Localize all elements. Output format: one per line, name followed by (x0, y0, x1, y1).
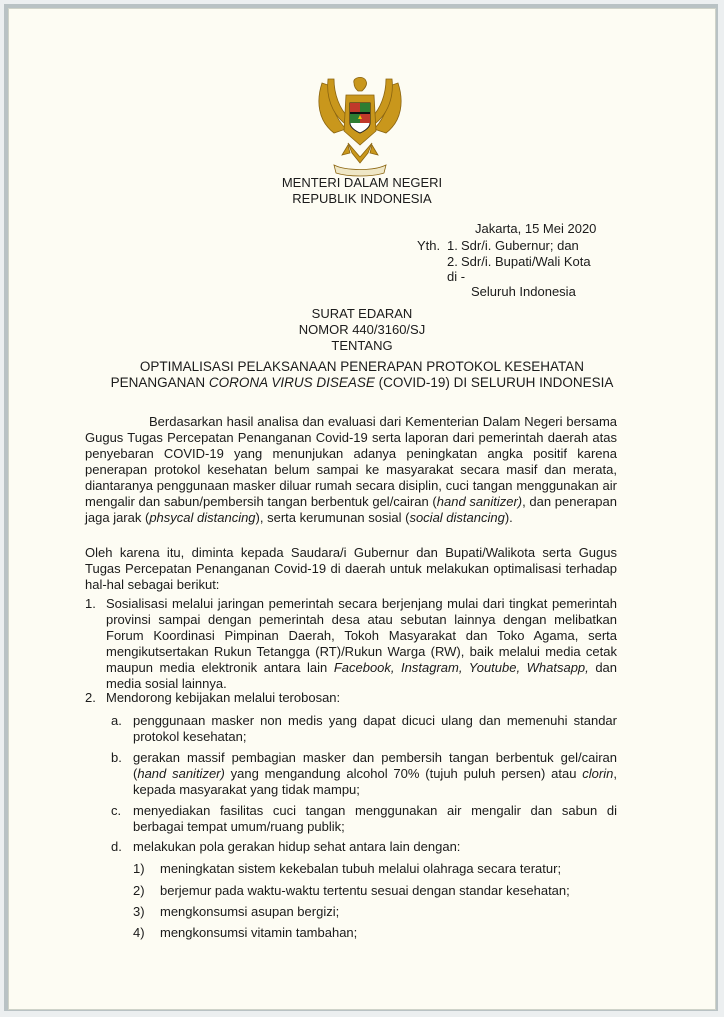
item-d1-label: 1) (133, 861, 145, 876)
item-d2-text: berjemur pada waktu-waktu tertentu sesuai dengan standar kesehatan; (160, 883, 570, 898)
item-d-label: d. (111, 839, 122, 854)
recipient-2-number: 2. (447, 254, 458, 269)
recipient-di: di - (447, 269, 466, 284)
recipient-1: Sdr/i. Gubernur; dan (461, 238, 579, 253)
item-d-text: melakukan pola gerakan hidup sehat antara lain dengan: (133, 839, 461, 854)
item-d2-label: 2) (133, 883, 145, 898)
recipient-place: Seluruh Indonesia (471, 284, 576, 299)
title-nomor: NOMOR 440/3160/SJ (298, 322, 426, 337)
header-line-1: MENTERI DALAM NEGERI (281, 175, 443, 190)
title-subject-line-1: OPTIMALISASI PELAKSANAAN PENERAPAN PROTOKOL KESEHATAN (139, 359, 585, 374)
item-1-text: Sosialisasi melalui jaringan pemerintah secara berjenjang mulai dari tingkat pemerintah provinsi sampai dengan pemerintah desa atau sebutan lainnya dengan melibatkan Forum Koordinasi Pimpinan Daerah, Tokoh Masyarakat dan Toko Agama, serta mengikutsertakan Rukun Tetangga (RT)/Rukun Warga (RW), baik melalui media cetak maupun media elektronik antara lain Facebook, Instagram, Youtube, Whatsapp, dan media sosial lainnya. (106, 596, 618, 691)
item-d1-text: meningkatan sistem kekebalan tubuh melalui olahraga secara teratur; (160, 861, 562, 876)
recipient-1-number: 1. (447, 238, 458, 253)
item-b-text: gerakan massif pembagian masker dan pembersih tangan berbentuk gel/cairan (hand sanitizer) yang mengandung alcohol 70% (tujuh puluh persen) atau clorin, kepada masyarakat yang tidak mampu; (133, 750, 617, 797)
garuda-emblem-icon (312, 73, 408, 179)
title-tentang: TENTANG (331, 338, 393, 353)
paragraph-2: Oleh karena itu, diminta kepada Saudara/i Gubernur dan Bupati/Walikota serta Gugus Tugas Percepatan Penanganan Covid-19 di daerah untuk melakukan optimalisasi terhadap hal-hal sebagai berikut: (85, 545, 617, 592)
recipient-2: Sdr/i. Bupati/Wali Kota (461, 254, 591, 269)
item-c-label: c. (111, 803, 122, 818)
item-b-label: b. (111, 750, 122, 765)
item-2-number: 2. (85, 690, 96, 705)
title-subject-line-2: PENANGANAN CORONA VIRUS DISEASE (COVID-19) DI SELURUH INDONESIA (110, 375, 614, 390)
item-1-number: 1. (85, 596, 96, 611)
item-d4-text: mengkonsumsi vitamin tambahan; (160, 925, 358, 940)
paragraph-1: Berdasarkan hasil analisa dan evaluasi dari Kementerian Dalam Negeri bersama Gugus Tugas Percepatan Penanganan Covid-19 serta laporan dari pemerintah daerah atas penyebaran COVID-19 yang menunjukan adanya peningkatan angka positif karena penerapan protokol kesehatan belum sampai ke masyarakat secara masif dan merata, diantaranya penggunaan masker diluar rumah secara disiplin, cuci tangan menggunakan air mengalir dan sabun/pembersih tangan berbentuk gel/cairan (hand sanitizer), dan penerapan jaga jarak (phsycal distancing), serta kerumunan sosial (social distancing). (85, 414, 617, 525)
item-d4-label: 4) (133, 925, 145, 940)
item-c-text: menyediakan fasilitas cuci tangan menggunakan air mengalir dan sabun di berbagai tempat umum/ruang publik; (133, 803, 617, 834)
letter-date: Jakarta, 15 Mei 2020 (475, 221, 597, 236)
title-surat-edaran: SURAT EDARAN (311, 306, 413, 321)
recipient-yth: Yth. (417, 238, 441, 253)
header-line-2: REPUBLIK INDONESIA (292, 191, 432, 206)
item-a-label: a. (111, 713, 122, 728)
item-a-text: penggunaan masker non medis yang dapat dicuci ulang dan memenuhi standar protokol kesehatan; (133, 713, 617, 744)
document-page (8, 8, 716, 1010)
item-2-text: Mendorong kebijakan melalui terobosan: (106, 690, 341, 705)
item-d3-label: 3) (133, 904, 145, 919)
item-d3-text: mengkonsumsi asupan bergizi; (160, 904, 340, 919)
